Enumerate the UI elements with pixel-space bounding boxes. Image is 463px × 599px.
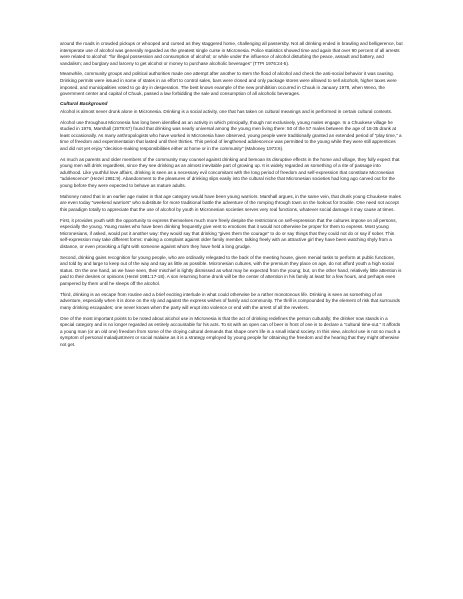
section-heading-cultural-background: Cultural Background bbox=[60, 101, 108, 107]
paragraph-drinking-arrests: around the roads in crowded pickups or whooped and cursed as they staggered home, challenging all passersby. Not all drinking ended in brawling and belligerence, but intemperate use of alcohol was generally regarded as the greatest single curse in Micronesia. Police statistics showed time and again that over 90 percent of all arrests were related to alcohol: "for illegal possession and consumption of alcohol; or while under the influence of alcohol disturbing the peace, assault and battery, and vandalism; and burglary and larceny to get alcohol or money to purchase alcoholic beverages" (TTPI 1976:24-5). bbox=[60, 41, 403, 66]
paragraph-young-males: Alcohol use throughout Micronesia has long been identified as an activity in which principally, though not exclusively, young males engage. In a Chuukese village he studied in 1976, Marshall (1979:67) found that drinking was nearly universal among the young men living there: 50 of the 57 males between the age of 18-35 drank at least occasionally. As many anthropologists who have worked in Micronesia have observed, young people were traditionally granted an extended period of "play time," a time of freedom and experimentation that lasted until their thirties. This period of lengthened adolescence was permitted to the young while they were still apprentices and did not yet enjoy "decision-making responsibilities either at home or in the community" (Mahoney 1973:6). bbox=[60, 119, 402, 151]
paragraph-recognition: Second, drinking gains recognition for young people, who are ordinarily relegated to the back of the meeting house, given menial tasks to perform at public functions, and told by and large to keep out of the way and say as little as possible. Micronesian cultures, with the premium they place on age, do not afford youth a high social status. On the one hand, as we have seen, their mischief is lightly dismissed as what may be expected from the young; but, on the other hand, relatively little attention is paid to their desires or opinions (Hezel 1981:17-18). A son returning home drunk will be the center of attention in his family at least for a few hours, and perhaps even pampered by them until he sleeps off the alcohol. bbox=[60, 254, 402, 286]
paragraph-rite-of-passage: As much as parents and older members of the community may counsel against drinking and bemoan its disruptive effects in the home and village, they fully expect that young men will drink regardless, since they see drinking as an almost inevitable part of growing up. It is widely regarded as something of a rite of passage into adulthood. Like youthful love affairs, drinking is seen as a necessary evil concomitant with the long period of freedom and self-expression that constitute Micronesian "adolescence" (Hezel 1981:9). Abandonment to the pleasures of drinking slips easily into the cultural niche that Micronesian societies had long ago carved out for the young before they were expected to behave as mature adults. bbox=[60, 156, 400, 188]
paragraph-cultural-time-out: One of the most important points to be noted about alcohol use in Micronesia is that the act of drinking redefines the person culturally; the drinker now stands in a special category and is no longer regarded as entirely accountable for his acts. To sit with an open can of beer in front of one is to declare a "cultural time-out." It affords a young man (or an old one) freedom from some of the cloying cultural demands that shape one's life in a small island society. In this view, alcohol use is not so much a symptom of personal maladjustment or social malaise as it is a strategy employed by young people for obtaining the freedom and the hearing that they might otherwise not get. bbox=[60, 315, 401, 347]
paragraph-community-response: Meanwhile, community groups and political authorities made one attempt after another to stem the flood of alcohol and check the anti-social behavior it was causing. Drinking permits were issued in some of states in an effort to control sales, bars were closed and only package stores were allowed to sell alcohols, higher taxes were imposed, and municipalities voted to go dry in desperation. The best known example of the new prohibition occurred in Chuuk in January 1978, when Weno, the government center and capital of Chuuk, passed a law forbidding the sale and consumption of all alcoholic beverages. bbox=[60, 71, 397, 97]
paragraph-self-expression: First, it provides youth with the opportunity to express themselves much more freely despite the restrictions on self-expression that the cultures impose on all persons, especially the young. Young males who have been drinking frequently give vent to emotions that it would not otherwise be proper for them to express. Most young Micronesians, if asked, would put it another way: they would say that drinking "gives them the courage" to do or say things that they could not do or say if sober. This self-expression may take different forms: making a complaint against older family member, talking freely with an attractive girl they have been watching shyly from a distance, or even provoking a fight with someone against whom they have held a long grudge. bbox=[60, 217, 397, 249]
paragraph-weekend-warriors: Mahoney noted that in an earlier age males in that age category would have been young warriors. Marshall argues, in the same vein, that drunk young Chuukese males are even today "weekend warriors" who substitute for more traditional battle the adventure of the romping through town on the lookout for trouble. One need not accept this paradigm totally to appreciate that the use of alcohol by youth in Micronesian societies serves very real functions, whatever social damage it may cause at times. bbox=[60, 193, 401, 212]
paragraph-drinking-social: Alcohol is almost never drunk alone in Micronesia. Drinking is a social activity, one that has taken on cultural meanings and is performed in certain cultural contexts. bbox=[60, 108, 393, 114]
paragraph-escape: Third, drinking is an escape from routine and a brief exciting interlude in what could otherwise be a rather monotonous life. Drinking is seen as something of an adventure, especially when it is done on the sly and against the express wishes of family and community. The thrill is compounded by the element of risk that surrounds many drinking escapades; one never knows when the party will erupt into violence or end with the arrest of all the revelers. bbox=[60, 291, 400, 310]
